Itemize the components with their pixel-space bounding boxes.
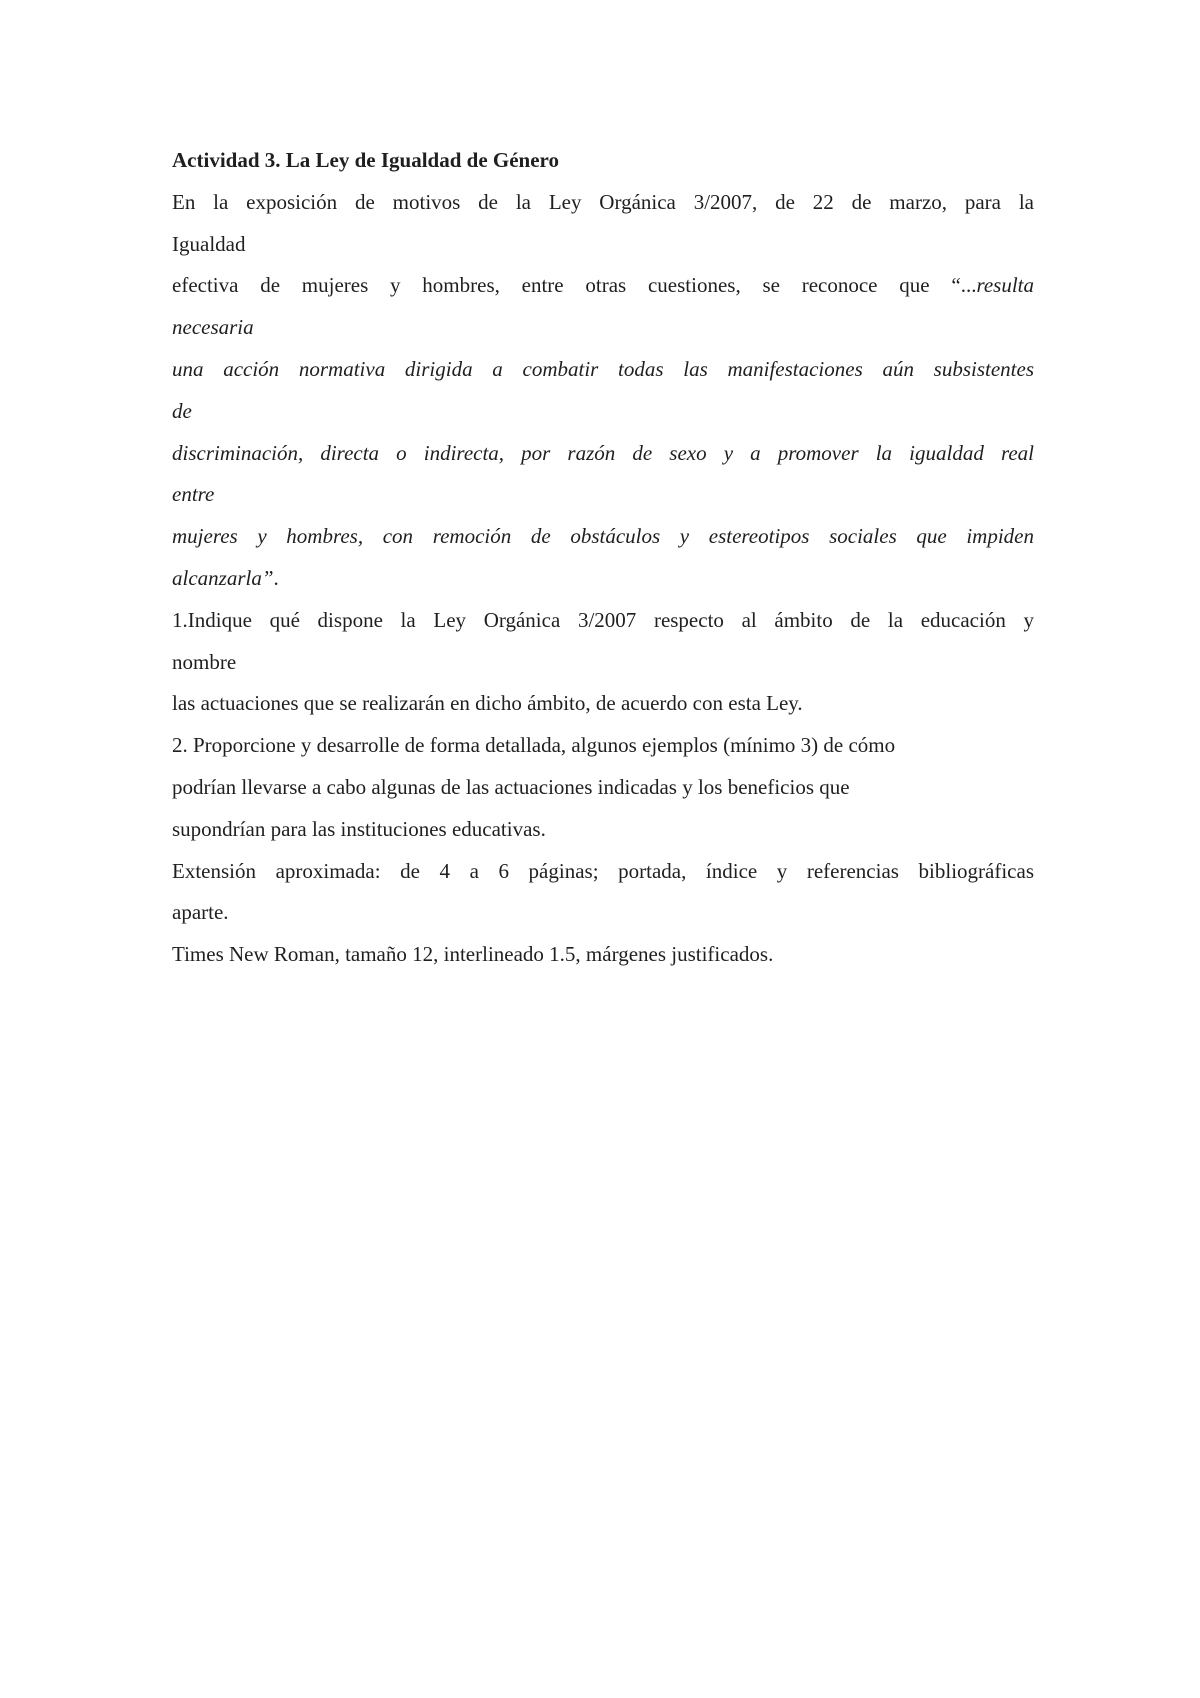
question-2-line-3: supondrían para las instituciones educativas. xyxy=(172,816,546,841)
text-line-5: una acción normativa dirigida a combatir todas las manifestaciones aún subsistentes xyxy=(172,356,1034,381)
text-line-3-normal: efectiva de mujeres y hombres, entre otras cuestiones, se reconoce que xyxy=(172,273,930,298)
question-2-line-2: podrían llevarse a cabo algunas de las actuaciones indicadas y los beneficios que xyxy=(172,774,850,799)
text-line-4: necesaria xyxy=(172,315,254,340)
question-2-line-1: 2. Proporcione y desarrolle de forma detallada, algunos ejemplos (mínimo 3) de cómo xyxy=(172,733,896,758)
text-line-8: entre xyxy=(172,482,215,507)
text-line-10-period: . xyxy=(273,565,279,590)
text-line-7: discriminación, directa o indirecta, por razón de sexo y a promover la igualdad real xyxy=(172,440,1034,465)
format-line: Times New Roman, tamaño 12, interlineado 1.5, márgenes justificados. xyxy=(172,942,774,967)
document-title: Actividad 3. La Ley de Igualdad de Género xyxy=(172,148,559,172)
text-line-9: mujeres y hombres, con remoción de obstáculos y estereotipos sociales que impiden xyxy=(172,524,1034,549)
text-line-6: de xyxy=(172,398,192,423)
extension-line-1: Extensión aproximada: de 4 a 6 páginas; portada, índice y referencias bibliográficas xyxy=(172,858,1034,883)
extension-line-2: aparte. xyxy=(172,900,229,925)
text-line-10 xyxy=(172,558,1034,600)
text-line-3-quote-open: “... xyxy=(951,273,977,298)
question-1-line-3: las actuaciones que se realizarán en dicho ámbito, de acuerdo con esta Ley. xyxy=(172,691,803,716)
text-line-3 xyxy=(172,265,1034,307)
question-1-line-2: nombre xyxy=(172,649,237,674)
text-line-10-italic: alcanzarla” xyxy=(172,565,274,590)
text-line-2: Igualdad xyxy=(172,231,246,256)
text-line-1: En la exposición de motivos de la Ley Orgánica 3/2007, de 22 de marzo, para la xyxy=(172,189,1034,214)
document-body xyxy=(172,140,1034,976)
question-1-line-1: 1.Indique qué dispone la Ley Orgánica 3/2007 respecto al ámbito de la educación y xyxy=(172,607,1034,632)
text-line-3-italic: resulta xyxy=(976,273,1035,298)
